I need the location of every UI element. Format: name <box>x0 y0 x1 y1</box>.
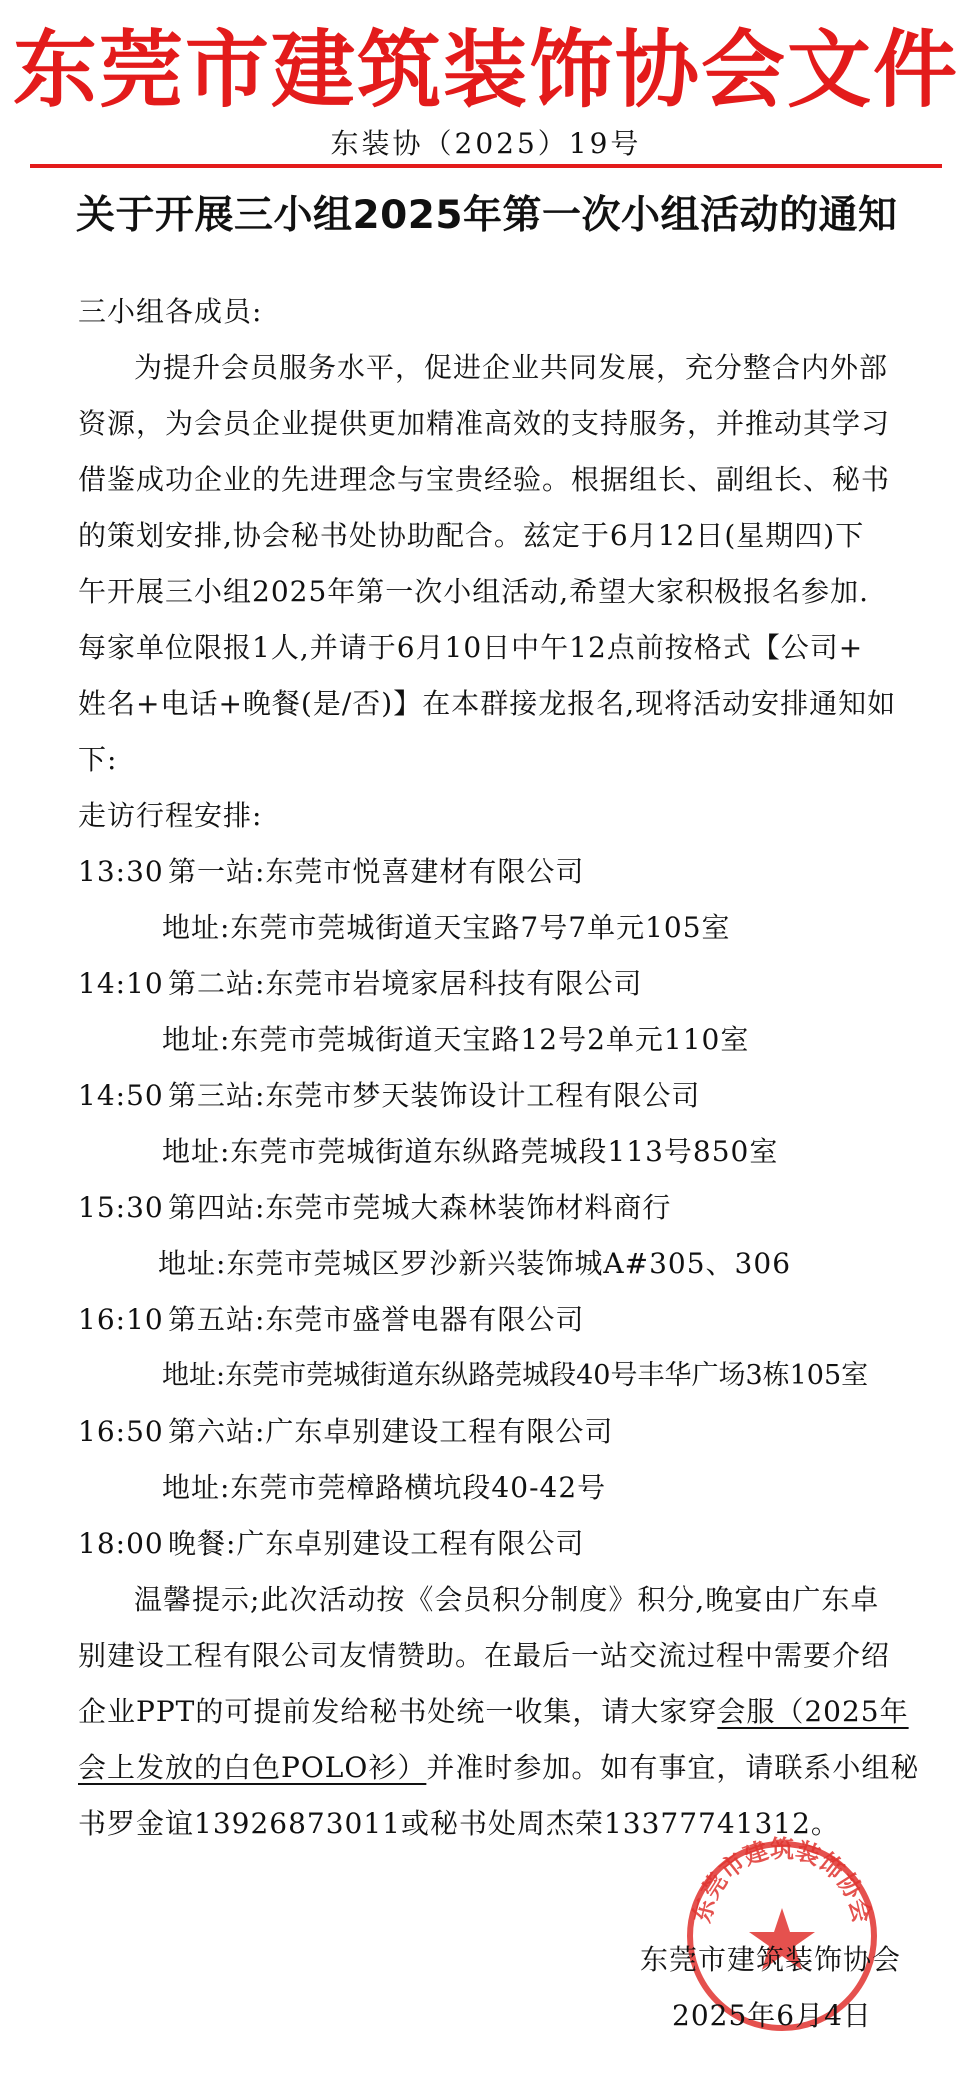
intro-line: 午开展三小组2025年第一次小组活动,希望大家积极报名参加. <box>78 575 870 608</box>
stop-time: 16:50 <box>78 1415 164 1448</box>
tips-line <box>78 1740 919 1796</box>
dress-code-underlined: 会上发放的白色POLO衫） <box>78 1751 427 1784</box>
stop-time: 13:30 <box>78 855 164 888</box>
stop-address: 地址:东莞市莞樟路横坑段40-42号 <box>162 1471 607 1504</box>
stop-time: 14:50 <box>78 1079 164 1112</box>
document-header-title: 东莞市建筑装饰协会文件 <box>12 20 959 119</box>
stop-label: 第四站:东莞市莞城大森林装饰材料商行 <box>168 1191 672 1224</box>
stop-label: 第一站:东莞市悦喜建材有限公司 <box>168 855 585 888</box>
stop-address: 地址:东莞市莞城街道天宝路12号2单元110室 <box>162 1023 750 1056</box>
stop-time: 16:10 <box>78 1303 164 1336</box>
tips-text: 企业PPT的可提前发给秘书处统一收集，请大家穿 <box>78 1695 718 1728</box>
dinner-label: 晚餐:广东卓别建设工程有限公司 <box>168 1527 585 1560</box>
dinner-time: 18:00 <box>78 1527 164 1560</box>
stop-address: 地址:东莞市莞城街道东纵路莞城段40号丰华广场3栋105室 <box>162 1360 869 1391</box>
stop-time: 15:30 <box>78 1191 164 1224</box>
tips-line <box>78 1684 909 1740</box>
stop-label: 第二站:东莞市岩境家居科技有限公司 <box>168 967 643 1000</box>
tips-text: 并准时参加。如有事宜，请联系小组秘 <box>426 1751 920 1784</box>
stop-label: 第三站:东莞市梦天装饰设计工程有限公司 <box>168 1079 701 1112</box>
tips-line: 别建设工程有限公司友情赞助。在最后一站交流过程中需要介绍 <box>78 1639 891 1672</box>
itinerary-heading: 走访行程安排: <box>78 799 263 832</box>
dress-code-underlined: 会服（2025年 <box>717 1695 909 1728</box>
stop-label: 第六站:广东卓别建设工程有限公司 <box>168 1415 614 1448</box>
document-number: 东装协（2025）19号 <box>330 127 642 160</box>
intro-line: 的策划安排,协会秘书处协助配合。兹定于6月12日(星期四)下 <box>78 519 865 552</box>
tips-line: 温馨提示;此次活动按《会员积分制度》积分,晚宴由广东卓 <box>134 1583 880 1616</box>
salutation: 三小组各成员: <box>78 295 263 328</box>
stop-address: 地址:东莞市莞城区罗沙新兴装饰城A#305、306 <box>158 1247 792 1280</box>
stop-time: 14:10 <box>78 967 164 1000</box>
intro-line: 每家单位限报1人,并请于6月10日中午12点前按格式【公司+ <box>78 631 864 664</box>
stop-address: 地址:东莞市莞城街道天宝路7号7单元105室 <box>162 911 731 944</box>
intro-line: 为提升会员服务水平，促进企业共同发展，充分整合内外部 <box>134 351 889 384</box>
seal-text: 东莞市建筑装饰协会 <box>687 1836 877 1926</box>
intro-line: 下: <box>78 743 118 776</box>
notice-title: 关于开展三小组2025年第一次小组活动的通知 <box>76 193 898 238</box>
signature-organization: 东莞市建筑装饰协会 <box>640 1943 902 1976</box>
signature-date: 2025年6月4日 <box>672 1999 872 2032</box>
intro-line: 借鉴成功企业的先进理念与宝贵经验。根据组长、副组长、秘书 <box>78 463 891 496</box>
tips-line: 书罗金谊13926873011或秘书处周杰荣13377741312。 <box>78 1807 840 1840</box>
stop-label: 第五站:东莞市盛誉电器有限公司 <box>168 1303 585 1336</box>
intro-line: 姓名+电话+晚餐(是/否)】在本群接龙报名,现将活动安排通知如 <box>78 687 897 720</box>
stop-address: 地址:东莞市莞城街道东纵路莞城段113号850室 <box>162 1135 779 1168</box>
red-divider-line <box>30 164 942 168</box>
intro-line: 资源，为会员企业提供更加精准高效的支持服务，并推动其学习 <box>78 407 891 440</box>
